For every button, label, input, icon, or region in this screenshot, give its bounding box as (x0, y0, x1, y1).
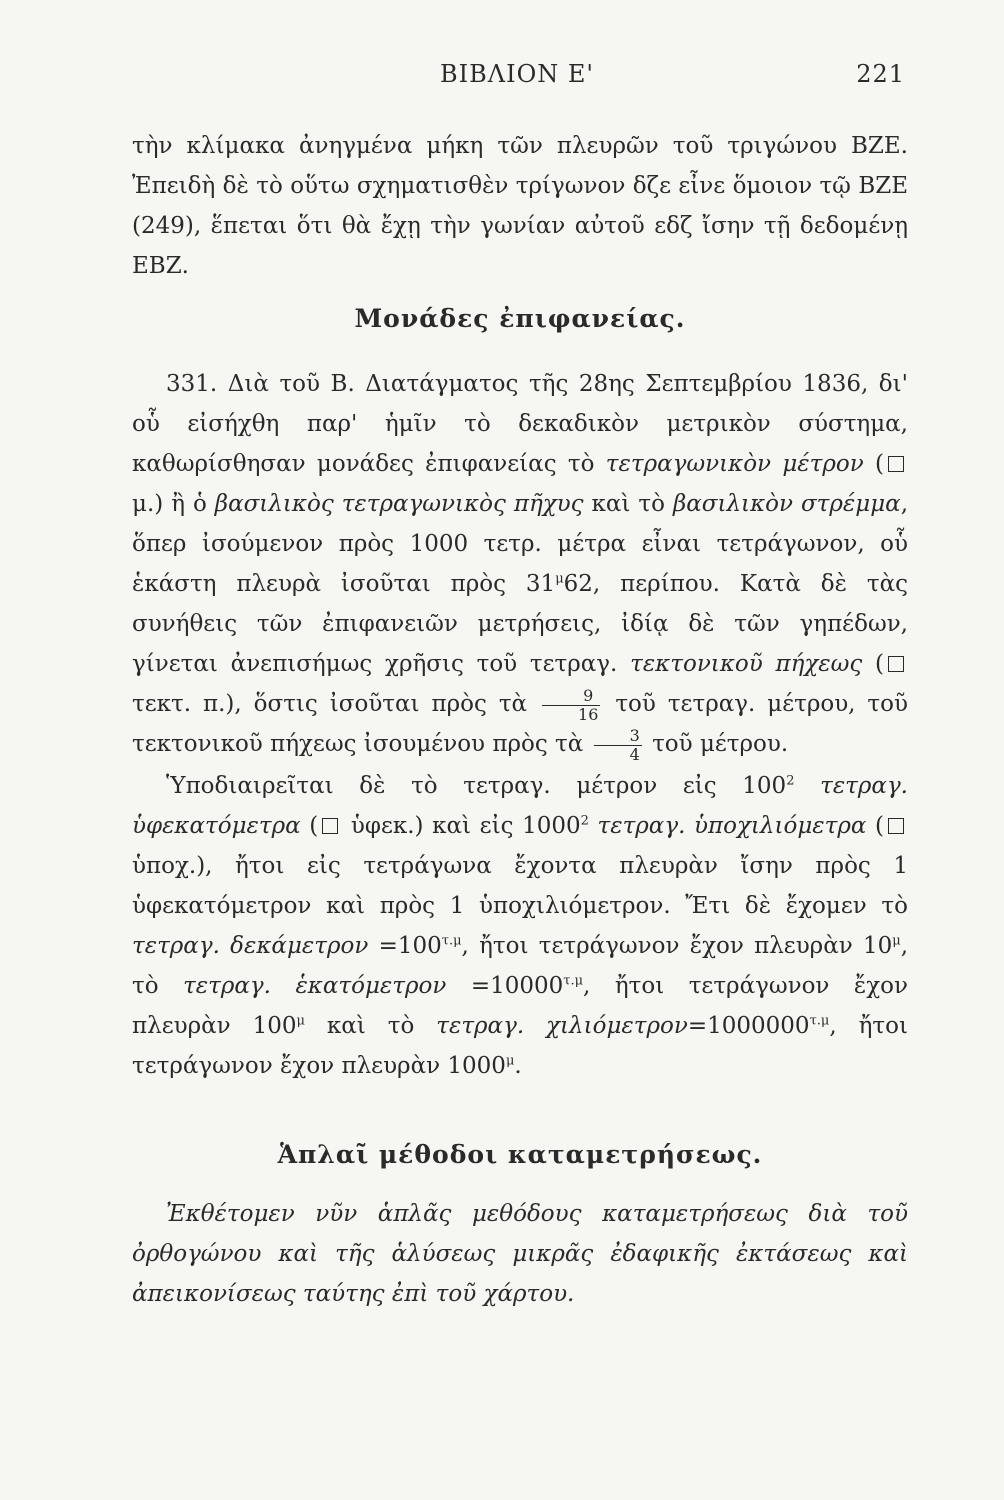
text-run: . (514, 1053, 522, 1079)
square-symbol-icon (322, 818, 338, 834)
text-run: , ἤτοι τετράγωνον ἔχον πλευρὰν 10 (461, 933, 893, 959)
superscript: 2 (580, 813, 589, 829)
paragraph-331 (132, 364, 908, 764)
superscript: τ.μ (809, 1013, 830, 1029)
text-run: ὑφεκ.) καὶ εἰς 1000 (342, 813, 581, 839)
text-run: =1000000 (687, 1013, 810, 1039)
paragraph-subdivisions (132, 766, 908, 1086)
text-run: τοῦ τετραγ. μέτρου, τοῦ τεκτονικοῦ πήχεως ἰσουμένου πρὸς τὰ (132, 691, 908, 757)
superscript: μ (892, 933, 901, 949)
superscript: τ.μ (563, 973, 584, 989)
text-run (589, 813, 598, 839)
text-run: , τὸ (132, 933, 908, 999)
term-italic: τεκτονικοῦ πήχεως (630, 651, 863, 677)
term-italic: τετραγ. ὑφεκατόμετρα (132, 773, 908, 839)
term-italic: βασιλικὸν στρέμμα (672, 491, 901, 517)
term-italic: τετραγ. χιλιόμετρον (436, 1013, 688, 1039)
superscript: μ (505, 1053, 515, 1069)
fraction-numerator: 3 (594, 727, 642, 746)
square-symbol-icon (888, 456, 904, 472)
section-heading-surface-units: Μονάδες ἐπιφανείας. (354, 304, 686, 333)
section-heading-simple-methods: Ἁπλαῖ μέθοδοι καταμετρήσεως. (277, 1140, 763, 1169)
text-run: ( (863, 451, 884, 477)
term-italic: τετραγ. δεκάμετρον (132, 933, 369, 959)
text-run: καὶ τὸ (583, 491, 673, 517)
fraction-numerator: 9 (542, 687, 600, 706)
text-run: τοῦ μέτρου. (644, 731, 789, 757)
fraction-denominator: 4 (629, 744, 640, 764)
paragraph-triangle-conclusion (132, 126, 908, 286)
text-run: 62, περίπου. Κατὰ δὲ τὰς συνήθεις τῶν ἐπιφανειῶν μετρήσεις, ἰδίᾳ δὲ τῶν γηπέδων, γίνεται ἀνεπισήμως χρῆσις τοῦ τετραγ. (132, 571, 909, 677)
square-symbol-icon (888, 656, 904, 672)
text-run: , ὅπερ ἰσούμενον πρὸς 1000 τετρ. μέτρα εἶναι τετράγωνον, οὗ ἑκάστη πλευρὰ ἰσοῦται πρὸς 31 (132, 491, 908, 597)
superscript: 2 (786, 773, 795, 789)
page-number: 221 (856, 60, 905, 88)
text-run: , ἤτοι τετράγωνον ἔχον πλευρὰν 100 (132, 973, 909, 1039)
term-italic: τετραγωνικὸν μέτρον (605, 451, 864, 477)
paragraph-methods-intro (132, 1194, 908, 1314)
fraction-nine-sixteenths (542, 687, 600, 724)
running-title: ΒΙΒΛΙΟΝ Ε' (440, 60, 594, 88)
text-run: καὶ τὸ (304, 1013, 437, 1039)
text-run: =10000 (446, 973, 564, 999)
term-italic: βασιλικὸς τετραγωνικὸς πῆχυς (214, 491, 584, 517)
superscript: τ.μ (441, 933, 462, 949)
paragraph-text: Ἐκθέτομεν νῦν ἁπλᾶς μεθόδους καταμετρήσεως διὰ τοῦ ὀρθογώνου καὶ τῆς ἁλύσεως μικρᾶς ἐδαφικῆς ἐκτάσεως καὶ ἀπεικονίσεως ταύτης ἐπὶ τοῦ χάρτου. (132, 1201, 908, 1307)
paragraph-text (132, 364, 908, 764)
text-run: ( (866, 813, 884, 839)
text-run: 331. Διὰ τοῦ Β. Διατάγματος τῆς 28ης Σεπτεμβρίου 1836, δι' οὗ εἰσήχθη παρ' ἡμῖν τὸ δεκαδικὸν μετρικὸν σύστημα, καθωρίσθησαν μονάδες ἐπιφανείας τὸ (132, 371, 908, 477)
running-head (130, 60, 905, 94)
paragraph-text (132, 766, 908, 1086)
superscript: μ (296, 1013, 305, 1029)
text-run (794, 773, 820, 799)
text-run: =100 (368, 933, 442, 959)
text-run: Ὑποδιαιρεῖται δὲ τὸ τετραγ. μέτρον εἰς 100 (166, 773, 787, 799)
text-run: ( (300, 813, 319, 839)
fraction-denominator: 16 (578, 704, 599, 724)
text-run: ὑποχ.), ἤτοι εἰς τετράγωνα ἔχοντα πλευρὰν ἴσην πρὸς 1 ὑφεκατόμετρον καὶ πρὸς 1 ὑποχιλιόμετρον. Ἔτι δὲ ἔχομεν τὸ (132, 853, 908, 919)
term-italic: τετραγ. ὑποχιλιόμετρα (597, 813, 867, 839)
fraction-three-quarters (594, 727, 642, 764)
text-run: ( (862, 651, 884, 677)
paragraph-text: τὴν κλίμακα ἀνηγμένα μήκη τῶν πλευρῶν τοῦ τριγώνου ΒΖΕ. Ἐπειδὴ δὲ τὸ οὕτω σχηματισθὲν τρίγωνον δζε εἶνε ὅμοιον τῷ ΒΖΕ (249), ἕπεται ὅτι θὰ ἔχῃ τὴν γωνίαν αὐτοῦ εδζ ἴσην τῇ δεδομένῃ ΕΒΖ. (132, 133, 908, 279)
superscript: μ (555, 571, 564, 587)
term-italic: τετραγ. ἑκατόμετρον (183, 973, 447, 999)
text-run: , ἤτοι τετράγωνον ἔχον πλευρὰν 1000 (132, 1013, 908, 1079)
square-symbol-icon (888, 818, 904, 834)
text-run: τεκτ. π.), ὅστις ἰσοῦται πρὸς τὰ (132, 691, 540, 717)
text-run: μ.) ἢ ὁ (132, 491, 215, 517)
